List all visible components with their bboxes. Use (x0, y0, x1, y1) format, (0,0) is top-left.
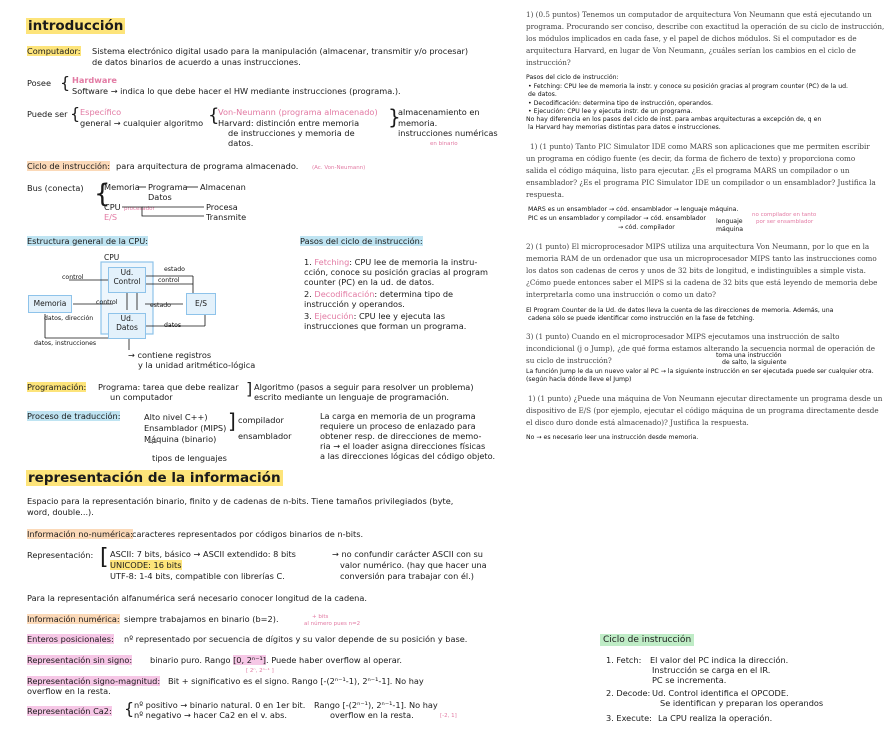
paso1-key: Fetching (314, 257, 350, 267)
programacion-text1: Programa: tarea que debe realizar (98, 382, 239, 392)
estado-mid-label: estado (150, 302, 171, 309)
bus-es: E/S (104, 212, 118, 222)
signo-mag-text (168, 676, 424, 686)
ascii-line: ASCII: 7 bits, básico → ASCII extendido: 8 bits (110, 549, 296, 559)
q5-line2: dispositivo de E/S (por ejemplo, ejecutar el código máquina de un programa directamente desde (526, 406, 879, 415)
ciclo-step3-line1: La CPU realiza la operación. (658, 713, 773, 723)
paso3-line2: instrucciones que forman un programa. (304, 321, 467, 331)
espacio-line1: Espacio para la representación binario, finito y de cadenas de n-bits. Tiene tamaños privilegiados (byte, (27, 496, 454, 506)
harvard-line3: datos. (228, 138, 254, 148)
bus-cpu: CPU (104, 202, 121, 212)
signo-mag-rango: [-(2ⁿ⁻¹-1), 2ⁿ⁻¹-1] (320, 676, 390, 686)
computador-line1: Sistema electrónico digital usado para la manipulación (almacenar, transmitir y/o procesar) (92, 46, 469, 56)
no-confundir-2: valor numérico. (hay que hacer una (340, 560, 487, 570)
a1-line6: la Harvard hay memorias distintas para datos e instrucciones. (528, 124, 721, 131)
algoritmo-line1: Algoritmo (pasos a seguir para resolver un problema) (254, 382, 474, 392)
q5-line1: 1) (1 punto) ¿Puede una máquina de Von Neumann ejecutar directamente un programa desde un (528, 394, 883, 403)
espacio-line2: word, double...). (27, 507, 94, 517)
paso2-line2: instrucción y operandos. (304, 299, 405, 309)
ciclo-step1-line1: El valor del PC indica la dirección. (650, 655, 789, 665)
especifico-text: Específico (80, 107, 122, 117)
general-text: general → cualquier algoritmo (80, 118, 204, 128)
q3-line1: 2) (1 punto) El microprocesador MIPS utiliza una arquitectura Von Neumann, por lo que en la (526, 242, 870, 251)
estructura-label: Estructura general de la CPU: (27, 236, 148, 246)
q1-line5: instrucción? (526, 58, 571, 67)
a2-note1: no compilador en tanto (752, 212, 817, 218)
a4-note1: toma una instrucción (716, 352, 782, 359)
ca2-pos: nº positivo → binario natural. 0 en 1er bit. (134, 700, 306, 710)
carga-line4: ria → el loader asigna direcciones físicas (320, 441, 486, 451)
datos-right-label: datos (164, 322, 182, 329)
a1-title: Pasos del ciclo de instrucción: (526, 74, 619, 81)
q4-line1: 3) (1 punto) Cuando en el microprocesador MIPS ejecutamos una instrucción de salto (526, 332, 840, 341)
a1-line3: • Decodificación: determina tipo de instrucción, operandos. (528, 100, 713, 107)
ciclo-label: Ciclo de instrucción: (27, 161, 110, 171)
almacenamiento-note: en binario (430, 141, 458, 147)
carga-line2: requiere un proceso de enlazado para (320, 421, 476, 431)
a2-line2: PIC es un ensamblador y compilador → cód. ensamblador (528, 215, 706, 222)
data-unit-box (108, 313, 146, 339)
ca2-brace: { (124, 699, 135, 718)
a1-line1: • Fetching: CPU lee de memoria la instr. y conoce su posición gracias al program counter (PC) de la ud. (528, 83, 849, 90)
maquina-lang: Máquina (binario) (144, 434, 217, 444)
ca2-text2: . No hay (403, 700, 438, 710)
q3-line3: los datos son cadenas de ceros y unos de 32 bits de longitud, e indistinguibles a simple vista. (526, 266, 866, 275)
a3-line2: cadena sólo se puede identificar como instrucción en la fase de fetching. (528, 315, 755, 322)
a3-line1: El Program Counter de la Ud. de datos lleva la cuenta de las direcciones de memoria. Además, una (526, 307, 834, 314)
representacion-label: Representación: (27, 550, 94, 560)
harvard-line1: Harvard: distinción entre memoria (218, 118, 360, 128)
paso2-line1 (304, 289, 453, 299)
estado-top-label: estado (164, 266, 185, 273)
paso2-num: 2. (304, 289, 312, 299)
signo-mag-label: Representación signo-magnitud: (27, 676, 161, 686)
a1-line4: • Ejecución: CPU lee y ejecuta instr. de un programa. (528, 108, 693, 115)
paso1-line1 (304, 257, 477, 267)
almacenamiento-line2: memoria. (398, 118, 438, 128)
ciclo-step2-line1: Ud. Control identifica el OPCODE. (652, 688, 789, 698)
paso3-num: 3. (304, 311, 312, 321)
sin-signo-text (150, 655, 402, 665)
programacion-text2: un computador (110, 392, 173, 402)
a2-line3: → cód. compilador (618, 224, 675, 231)
q1-line2: programa. Procurando ser conciso, describe con exactitud la operación de su ciclo de instrucción, (526, 22, 884, 31)
programacion-label: Programación: (27, 382, 87, 392)
contiene-line2: y la unidad aritmético-lógica (138, 360, 256, 370)
a2-line1: MARS es un ensamblador → cód. ensamblador → lenguaje máquina. (528, 206, 739, 213)
q3-line4: ¿Cómo puede entonces saber el MIPS si la cadena de 32 bits que está leyendo de memoria debe (526, 278, 878, 287)
enteros-text: nº representado por secuencia de dígitos y su valor depende de su posición y base. (124, 634, 468, 644)
paso3-key: Ejecución (314, 311, 354, 321)
utf8-line: UTF-8: 1-4 bits, compatible con librerías C. (110, 571, 285, 581)
info-num-label: Información numérica: (27, 614, 120, 624)
paso1-line2: cción, conoce su posición gracias al program (304, 267, 488, 277)
info-num-text: siempre trabajamos en binario (b=2). (124, 614, 279, 624)
cpu-box-label: CPU (104, 253, 120, 262)
ciclo-box-title: Ciclo de instrucción (600, 634, 694, 646)
a2-line4: lenguaje (716, 218, 743, 225)
q1-line1: 1) (0.5 puntos) Tenemos un computador de arquitectura Von Neumann que está ejecutando un (526, 10, 872, 19)
ensamblador-lang: Ensamblador (MIPS) (144, 423, 227, 433)
es-box: E/S (186, 293, 216, 315)
repr-title: representación de la información (28, 470, 281, 486)
no-confundir-1: → no confundir carácter ASCII con su (332, 549, 483, 559)
info-no-num-label: Información no-numérica: (27, 529, 133, 539)
info-num-note2: al número pues n=2 (304, 621, 361, 627)
bus-procesa: Procesa (206, 202, 238, 212)
bus-arrows (92, 186, 212, 220)
representacion-brace: [ (100, 545, 109, 570)
carga-line1: La carga en memoria de un programa (320, 411, 476, 421)
von-neumann-text: Von-Neumann (programa almacenado) (218, 107, 378, 117)
q4-line3: su ciclo de instrucción? (526, 356, 612, 365)
ciclo-step2-line2: Se identifican y preparan los operandos (660, 698, 824, 708)
arch-brace: { (208, 105, 220, 126)
ca2-neg: nº negativo → hacer Ca2 en el v. abs. (134, 710, 287, 720)
control-mid-label: control (96, 299, 118, 306)
q1-line3: los módulos implicados en cada fase, y el papel de dichos módulos. Si el computador es de (526, 34, 857, 43)
ca2-label: Representación Ca2: (27, 706, 112, 716)
q5-line3: el disco duro donde está almacenado)? Justifica la respuesta. (526, 418, 749, 427)
intro-title: introducción (28, 18, 124, 34)
bus-datos: Datos (148, 192, 172, 202)
info-num-note1: + bits (312, 614, 329, 620)
control-right-label: control (158, 277, 180, 284)
paso2-key: Decodificación (314, 289, 375, 299)
sin-signo-label: Representación sin signo: (27, 655, 133, 665)
sin-signo-note: [ 2ⁿ, 2ⁿ⁻¹ ] (246, 668, 274, 674)
signo-mag-text2: . No hay (389, 676, 424, 686)
computador-line2: de datos binarios de acuerdo a unas instrucciones. (92, 57, 301, 67)
contiene-line1: → contiene registros (128, 350, 212, 360)
posee-label: Posee (27, 78, 51, 88)
harvard-line2: de instrucciones y memoria de (228, 128, 355, 138)
bus-almacenan: Almacenan (200, 182, 246, 192)
q1-line4: arquitectura Harvard, en lugar de Von Neumann, ¿cuáles serían los cambios en el ciclo de (526, 46, 856, 55)
algoritmo-line2: escrito mediante un lenguaje de programación. (254, 392, 449, 402)
enteros-label: Enteros posicionales: (27, 634, 114, 644)
ciclo-step3-num: 3. Execute: (606, 713, 652, 723)
data-unit-line1: Ud. (120, 314, 134, 323)
alto-nivel: Alto nivel C++) (144, 412, 208, 422)
ca2-rango-line (314, 700, 438, 710)
paso3-text: : CPU lee y ejecuta las (353, 311, 446, 321)
ca2-note: [-2, 1] (440, 713, 457, 719)
ca2-rango: Rango [-(2ⁿ⁻¹), 2ⁿ⁻¹-1] (314, 700, 404, 710)
pasos-label: Pasos del ciclo de instrucción: (300, 236, 423, 246)
a4-line2: (según hacia dónde lleve el Jump) (526, 376, 632, 383)
bus-brace: { (94, 179, 111, 209)
bus-programa: Programa (148, 182, 188, 192)
datos-direccion-label: datos, dirección (44, 315, 94, 322)
carga-line5: a las direcciones lógicas del código objeto. (320, 451, 496, 461)
memoria-box: Memoria (28, 295, 72, 313)
control-top-label: control (62, 274, 84, 281)
hardware-text: Hardware (72, 75, 117, 85)
a4-note2: de salto, la siguiente (722, 359, 787, 366)
ciclo-step1-line3: PC se incrementa. (652, 675, 727, 685)
paso3-line1 (304, 311, 445, 321)
software-text: Software → indica lo que debe hacer el HW mediante instrucciones (programa.). (72, 86, 401, 96)
q2-line5: respuesta. (526, 190, 565, 199)
ciclo-step1-num: 1. Fetch: (606, 655, 642, 665)
q2-line1: 1) (1 punto) Tanto PIC Simulator IDE como MARS son aplicaciones que me permiten escribir (530, 142, 870, 151)
paso2-text: : determina tipo de (374, 289, 454, 299)
a2-note2: por ser ensamblador (756, 219, 814, 225)
carga-line3: obtener resp. de direcciones de memo- (320, 431, 482, 441)
no-confundir-3: conversión para trabajar con él.) (340, 571, 474, 581)
ciclo-note: (Ac. Von-Neumann) (312, 165, 366, 171)
info-no-num-text: caracteres representados por códigos binarios de n-bits. (132, 529, 364, 539)
data-unit-line2: Datos (116, 323, 138, 332)
exam-questions (520, 0, 884, 736)
sin-signo-text2: . Puede haber overflow al operar. (266, 655, 402, 665)
unicode-line: UNICODE: 16 bits (110, 560, 182, 570)
q3-line2: memoria RAM de un ordenador que usa un microprocesador MIPS tanto las instrucciones como (526, 254, 877, 263)
a4-line1: La función Jump le da un nuevo valor al PC → la siguiente instrucción en ser ejecutada puede ser cualquier otra. (526, 368, 874, 375)
signo-mag-text1: Bit + significativo es el signo. Rango (168, 676, 318, 686)
paso1-line3: counter (PC) en la ud. de datos. (304, 277, 435, 287)
ciclo-step1-line2: Instrucción se carga en el IR. (652, 665, 771, 675)
alm-brace: } (388, 105, 401, 129)
a5-line1: No → es necesario leer una instrucción desde memoria. (526, 434, 699, 441)
bus-label: Bus (conecta) (27, 183, 84, 193)
ciclo-step2-num: 2. Decode: (606, 688, 651, 698)
q4-line2: incondicional (j o Jump), ¿de qué forma estamos alterando la secuencia normal de operación de (526, 344, 876, 353)
puede-ser-brace: { (70, 104, 81, 123)
a1-line5: No hay diferencia en los pasos del ciclo de inst. para ambas arquitecturas a excepción de, q en (526, 116, 822, 123)
almacenamiento-line3: instrucciones numéricas (398, 128, 498, 138)
signo-mag-line2: overflow en la resta. (27, 686, 111, 696)
alfanumerica-text: Para la representación alfanumérica será necesario conocer longitud de la cadena. (27, 593, 367, 603)
tipos-lenguajes: tipos de lenguajes (152, 453, 227, 463)
paso1-text: : CPU lee de memoria la instru- (349, 257, 478, 267)
sin-signo-text1: binario puro. Rango (150, 655, 231, 665)
control-unit-line2: Control (113, 277, 141, 286)
computador-label: Computador: (27, 46, 81, 56)
puede-ser-label: Puede ser (27, 109, 68, 119)
a1-line2: de datos. (528, 91, 557, 98)
q3-line5: interpretarla como una instrucción o como un dato? (526, 290, 716, 299)
tipos-brace: ︸ (148, 442, 158, 452)
bus-memoria: Memoria (104, 182, 140, 192)
ciclo-text: para arquitectura de programa almacenado. (116, 161, 299, 171)
bus-transmite: Transmite (206, 212, 247, 222)
sin-signo-rango: [0, 2ⁿ⁻¹] (233, 655, 266, 665)
traduccion-label: Proceso de traducción: (27, 411, 121, 421)
traduccion-brace: ] (228, 409, 236, 433)
a2-line5: máquina (716, 226, 744, 233)
programacion-brace: ] (246, 379, 253, 398)
almacenamiento-line1: almacenamiento en (398, 107, 480, 117)
control-unit-box (108, 267, 146, 293)
datos-instrucciones-label: datos, instrucciones (34, 340, 97, 347)
ensamblador-label: ensamblador (238, 431, 292, 441)
q2-line2: un programa en código fuente (es decir, da forma de fichero de texto) y proporciona como (526, 154, 856, 163)
q2-line3: salida el código máquina, listo para ejecutar. ¿Es el programa MARS un compilador o un (526, 166, 850, 175)
compilador-label: compilador (238, 415, 284, 425)
bus-cpu-note: procesador (124, 206, 155, 212)
paso1-num: 1. (304, 257, 312, 267)
q2-line4: ensamblador? ¿Es el programa PIC Simulator IDE un compilador o un ensamblador? Justifica la (526, 178, 876, 187)
posee-brace: { (60, 73, 71, 92)
control-unit-line1: Ud. (120, 268, 134, 277)
ca2-line2: overflow en la resta. (330, 710, 414, 720)
